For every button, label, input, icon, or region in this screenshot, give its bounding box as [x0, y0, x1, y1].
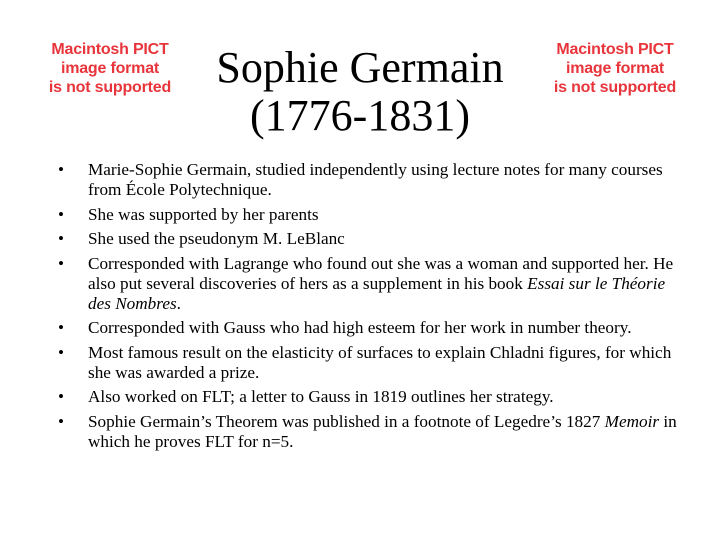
unsupported-image-placeholder-left: [45, 40, 175, 97]
bullet-text: Marie-Sophie Germain, studied independently using lecture notes for many courses from École Polytechnique.: [88, 160, 663, 199]
bullet-text: Also worked on FLT; a letter to Gauss in 1819 outlines her strategy.: [88, 387, 554, 406]
slide-title-name: Sophie Germain: [216, 43, 504, 92]
bullet-text: [88, 254, 673, 313]
bullet-text-part: in which he proves FLT for n=5.: [88, 411, 677, 451]
bullet-glyph: •: [58, 342, 65, 362]
bullet-item: [58, 343, 678, 383]
bullet-item: [58, 160, 678, 200]
unsupported-image-placeholder-right: [550, 40, 680, 97]
bullet-item: [58, 387, 678, 407]
pict-notice-line: is not supported: [553, 79, 677, 96]
bullet-text: She was supported by her parents: [88, 204, 319, 224]
bullet-text-part: Sophie Germain’s Theorem was published in a footnote of Legedre’s 1827: [88, 411, 605, 431]
bullet-glyph: •: [58, 411, 65, 431]
pict-notice-line: Macintosh PICT: [556, 41, 674, 58]
bullet-glyph: •: [58, 160, 65, 179]
book-title: Essai sur le Théorie des Nombres: [88, 273, 666, 313]
bullet-glyph: •: [58, 253, 65, 273]
pict-notice-line: Macintosh PICT: [51, 41, 169, 58]
pict-notice-line: is not supported: [48, 79, 172, 96]
bullet-item: [58, 412, 678, 452]
bullet-list: [58, 160, 678, 456]
pict-notice-line: image format: [565, 60, 665, 77]
bullet-item: [58, 318, 678, 338]
bullet-text: Corresponded with Gauss who had high esteem for her work in number theory.: [88, 318, 632, 337]
slide-title: [160, 44, 560, 140]
bullet-text-part: .: [176, 293, 181, 313]
bullet-glyph: •: [58, 204, 65, 224]
bullet-item: [58, 205, 678, 225]
bullet-item: [58, 229, 678, 249]
bullet-text: She used the pseudonym M. LeBlanc: [88, 229, 345, 248]
bullet-text: Most famous result on the elasticity of surfaces to explain Chladni figures, for which she was awarded a prize.: [88, 342, 672, 382]
pict-notice-line: image format: [60, 60, 160, 77]
bullet-glyph: •: [58, 229, 65, 248]
bullet-glyph: •: [58, 318, 65, 337]
bullet-text-part: Corresponded with Lagrange who found out she was a woman and supported her. He also put several discoveries of hers as a supplement in his book: [88, 253, 674, 293]
slide-title-dates: (1776-1831): [250, 91, 470, 140]
bullet-glyph: •: [58, 387, 65, 406]
bullet-text: [88, 412, 677, 451]
bullet-item: [58, 254, 678, 314]
work-title: Memoir: [604, 411, 660, 431]
